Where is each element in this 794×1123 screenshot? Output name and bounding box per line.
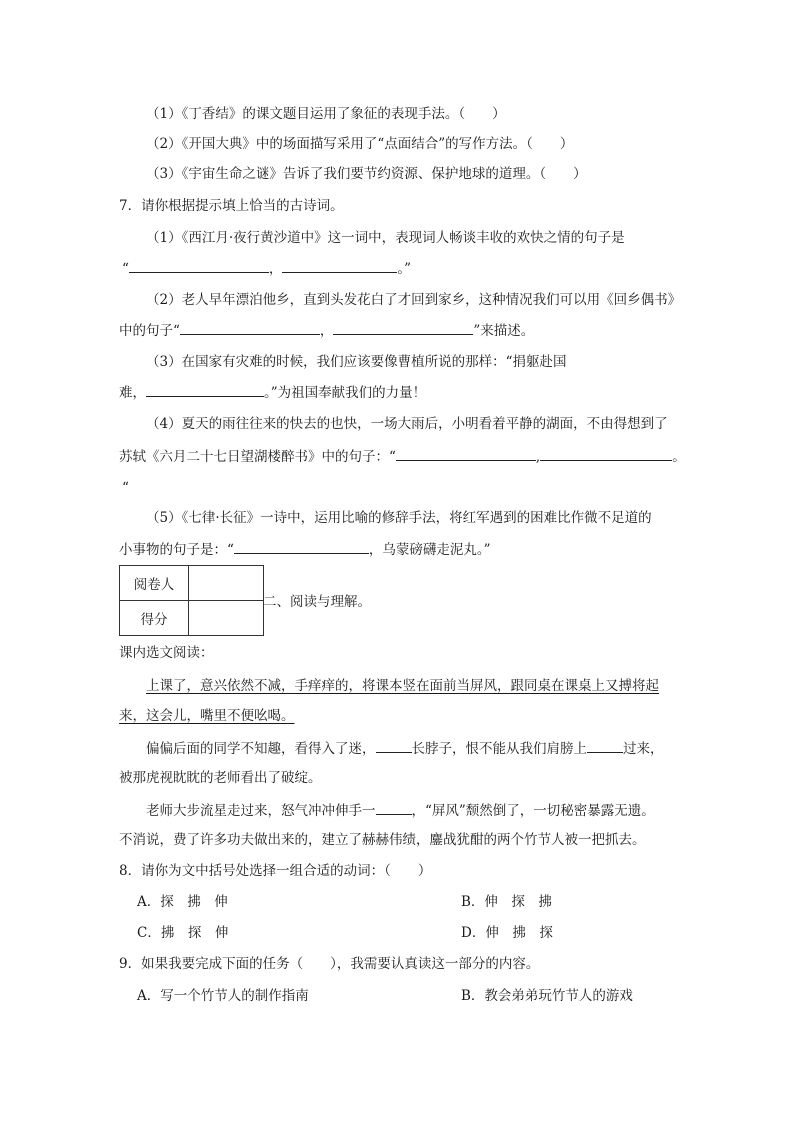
reading-para2-seg-c: 过来， (623, 741, 664, 757)
q8-option-c[interactable]: C．拂 探 伸 (137, 925, 229, 941)
q7-p5-blank[interactable] (234, 539, 369, 554)
q8-title: 8．请你为文中括号处选择一组合适的动词：（ ） (119, 863, 432, 879)
section-2-heading: 二、阅读与理解。 (263, 594, 371, 610)
score-table (119, 565, 264, 636)
grader-cell[interactable] (189, 566, 264, 601)
reading-blank-2[interactable] (587, 738, 623, 753)
reading-label: 课内选文阅读： (119, 645, 214, 661)
q7-p4-blank-1[interactable] (396, 446, 536, 461)
judge-item-3: （3）《宇宙生命之谜》告诉了我们要节约资源、保护地球的道理。（ ） (146, 166, 587, 182)
grader-label: 阅卷人 (120, 566, 189, 601)
q7-p3-blank[interactable] (146, 382, 264, 397)
q7-p2-blank-1[interactable] (180, 320, 320, 335)
q7-p2-post: ”来描述。 (473, 323, 535, 339)
q7-p4-quote-mark: “ (122, 480, 129, 496)
q7-p4-prompt: （4）夏天的雨往往来的快去的也快，一场大雨后，小明看着平静的湖面，不由得想到了 (146, 416, 668, 432)
q7-p4-pre: 苏轼《六月二十七日望湖楼醉书》中的句子：“ (119, 449, 396, 465)
score-cell[interactable] (189, 601, 264, 636)
q8-option-b[interactable]: B．伸 探 拂 (461, 894, 552, 910)
q7-p2-pre: 中的句子“ (119, 323, 180, 339)
q7-p4-answer-line (119, 446, 686, 467)
q7-p2-blank-2[interactable] (333, 320, 473, 335)
reading-blank-3[interactable] (376, 800, 412, 815)
q7-p3-prompt: （3）在国家有灾难的时候，我们应该要像曹植所说的那样：“捐躯赴国 (146, 354, 567, 370)
reading-para3-seg-b: ，“屏风”颓然倒了，一切秘密暴露无遗。 (411, 803, 655, 819)
q7-p1-answer-line (122, 258, 411, 279)
reading-para1-line1: 上课了，意兴依然不减，手痒痒的，将课本竖在面前当屏风，跟同桌在课桌上又搏将起 (146, 678, 659, 694)
q9-title: 9．如果我要完成下面的任务（ ），我需要认真读这一部分的内容。 (119, 956, 540, 972)
judge-item-2: （2）《开国大典》中的场面描写采用了“点面结合”的写作方法。（ ） (146, 136, 574, 152)
q7-p4-post: 。 (672, 449, 686, 465)
q7-p1-open: “ (122, 261, 129, 277)
q9-option-b[interactable]: B．教会弟弟玩竹节人的游戏 (461, 988, 633, 1004)
q8-option-a[interactable]: A．探 拂 伸 (137, 894, 228, 910)
q7-p2-mid: ， (319, 323, 334, 339)
reading-para3-line2: 不消说，费了许多功夫做出来的，建立了赫赫伟绩，鏖战犹酣的两个竹节人被一把抓去。 (119, 832, 646, 848)
q7-p4-blank-2[interactable] (540, 446, 672, 461)
q7-p2-answer-line (119, 320, 534, 341)
q7-p1-prompt: （1）《西江月·夜行黄沙道中》这一词中，表现词人畅谈丰收的欢快之情的句子是 (146, 230, 625, 246)
q7-p1-close: 。” (397, 261, 412, 277)
q7-p1-blank-2[interactable] (282, 258, 397, 273)
reading-para1-line2: 来，这会儿，嘴里不便吆喝。 (119, 708, 295, 724)
score-label: 得分 (120, 601, 189, 636)
reading-para3-line1 (146, 800, 655, 821)
q7-p5-pre: 小事物的句子是：“ (119, 542, 234, 558)
q9-option-a[interactable]: A．写一个竹节人的制作指南 (137, 988, 309, 1004)
q7-p5-post: ，乌蒙磅礴走泥丸。” (368, 542, 491, 558)
q7-p2-prompt: （2）老人早年漂泊他乡，直到头发花白了才回到家乡，这种情况我们可以用《回乡偶书》 (146, 292, 682, 308)
q8-option-d[interactable]: D．伸 拂 探 (461, 925, 553, 941)
q7-p3-pre: 难， (119, 385, 146, 401)
reading-para3-seg-a: 老师大步流星走过来，怒气冲冲伸手一 (146, 803, 376, 819)
reading-blank-1[interactable] (376, 738, 412, 753)
reading-para2-seg-a: 偏偏后面的同学不知趣，看得入了迷， (146, 741, 376, 757)
q7-p1-blank-1[interactable] (129, 258, 269, 273)
reading-para2-line1 (146, 738, 664, 759)
q7-p5-answer-line (119, 539, 491, 560)
q7-title: 7．请你根据提示填上恰当的古诗词。 (119, 198, 344, 214)
reading-para2-seg-b: 长脖子，恨不能从我们肩膀上 (411, 741, 587, 757)
reading-para2-line2: 被那虎视眈眈的老师看出了破绽。 (119, 770, 322, 786)
q7-p4-mid: , (535, 449, 541, 465)
q7-p3-answer-line (119, 382, 426, 403)
q7-p1-mid: ， (268, 261, 283, 277)
q7-p5-prompt: （5）《七律·长征》一诗中，运用比喻的修辞手法，将红军遇到的困难比作微不足道的 (146, 510, 652, 526)
q7-p3-post: 。”为祖国奉献我们的力量！ (264, 385, 427, 401)
judge-item-1: （1）《丁香结》的课文题目运用了象征的表现手法。（ ） (146, 106, 506, 122)
